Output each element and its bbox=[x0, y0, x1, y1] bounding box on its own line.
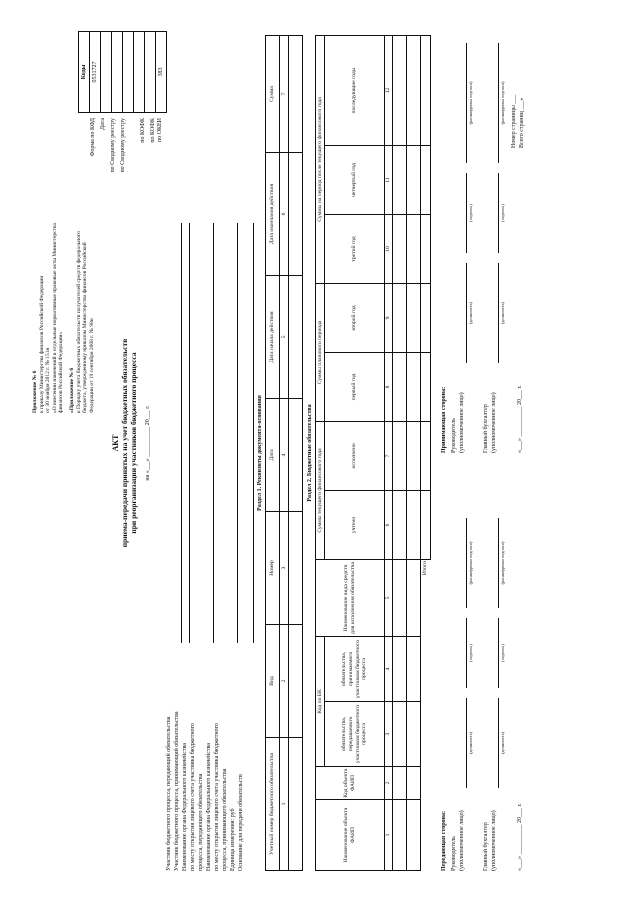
sign-line bbox=[498, 43, 499, 163]
s2-h-purpose: Наименование вида средств для исполнения обязательства bbox=[316, 559, 385, 636]
label-kfd: Форма по КФД bbox=[90, 117, 96, 156]
sign-line bbox=[498, 698, 499, 788]
taker-accountant: Главный бухгалтер bbox=[483, 403, 489, 453]
s2-num: 11 bbox=[385, 145, 393, 214]
s2-cell bbox=[407, 766, 421, 799]
s1-cell bbox=[288, 275, 302, 398]
giver-accountant: Главный бухгалтер bbox=[483, 821, 489, 871]
sign-line bbox=[498, 518, 499, 608]
s2-cell bbox=[407, 799, 421, 870]
s2-cell bbox=[407, 283, 421, 352]
sign-line bbox=[466, 173, 467, 253]
sign-line bbox=[498, 618, 499, 688]
s2-cell bbox=[407, 490, 421, 559]
s2-h-kbk: Код по БК bbox=[316, 636, 325, 766]
s2-total-cell bbox=[421, 35, 431, 145]
s1-num: 2 bbox=[280, 624, 288, 737]
s2-cell bbox=[407, 145, 421, 214]
s2-h-after-c: последующие годы bbox=[325, 35, 385, 145]
s2-cell bbox=[393, 490, 407, 559]
label-reg2: по Сводному реестру bbox=[120, 117, 126, 173]
code-kofk1 bbox=[133, 32, 144, 112]
s1-cell bbox=[288, 152, 302, 275]
giver-title: Передающая сторона: bbox=[441, 810, 447, 871]
s2-cell bbox=[393, 283, 407, 352]
s2-total-cell bbox=[421, 490, 431, 559]
s2-h-kbk-b: обязательства, принимаемого участником бюджетного процесса bbox=[325, 636, 385, 701]
codes-title: Коды bbox=[81, 64, 87, 79]
s2-h-code: Код объекта ФАИП bbox=[316, 766, 385, 799]
caption-sign: (подпись) bbox=[468, 643, 473, 662]
fill-line bbox=[189, 223, 190, 643]
s1-h-start: Дата начала действия bbox=[266, 275, 280, 398]
s2-h-after-b: четвертый год bbox=[325, 145, 385, 214]
s2-cell bbox=[393, 35, 407, 145]
s2-cell bbox=[393, 636, 407, 701]
section2-title: Раздел 2. Бюджетные обязательства bbox=[307, 403, 313, 502]
appendix-about-2: финансов Российской Федерации» bbox=[58, 331, 65, 413]
taker-title: Принимающая сторона: bbox=[441, 386, 447, 453]
s1-h-sum: Сумма bbox=[266, 35, 280, 152]
s2-h-plan-a: первый год bbox=[325, 352, 385, 421]
appendix-about: «О внесении изменений в отдельные нормативные правовые акты Министерства bbox=[51, 222, 58, 413]
s2-num: 8 bbox=[385, 352, 393, 421]
s1-num: 6 bbox=[280, 152, 288, 275]
taker-head-sub: (уполномоченное лицо) bbox=[459, 391, 465, 453]
s2-cell bbox=[407, 559, 421, 636]
s1-h-end: Дата окончания действия bbox=[266, 152, 280, 275]
s2-num: 9 bbox=[385, 283, 393, 352]
fill-line bbox=[237, 223, 238, 643]
s2-num: 5 bbox=[385, 559, 393, 636]
code-okei: 383 bbox=[155, 32, 166, 112]
field-fk-giver: Наименование органа Федерального казначейства bbox=[182, 742, 188, 871]
act-subtitle-2: при реорганизации участников бюджетного процесса bbox=[129, 351, 138, 534]
s2-total-label: Итого bbox=[421, 559, 431, 870]
sign-line bbox=[466, 698, 467, 788]
s2-num: 6 bbox=[385, 490, 393, 559]
caption-decode: (расшифровка подписи) bbox=[500, 81, 505, 124]
sign-line bbox=[498, 173, 499, 253]
appendix-ref: к приказу Министерства финансов Российской Федерации bbox=[38, 275, 45, 413]
s1-num: 7 bbox=[280, 35, 288, 152]
field-fk-taker: Наименование органа Федерального казначейства bbox=[206, 742, 212, 871]
s1-cell bbox=[288, 398, 302, 511]
giver-head-sub: (уполномоченное лицо) bbox=[459, 809, 465, 871]
sign-line bbox=[466, 43, 467, 163]
caption-sign: (подпись) bbox=[500, 203, 505, 222]
giver-head: Руководитель bbox=[451, 835, 457, 871]
s2-num: 10 bbox=[385, 214, 393, 283]
fill-line bbox=[213, 223, 214, 643]
s1-h-date: Дата bbox=[266, 398, 280, 511]
s2-cell bbox=[393, 214, 407, 283]
caption-sign: (подпись) bbox=[468, 203, 473, 222]
fields-block bbox=[165, 271, 245, 871]
s2-num: 12 bbox=[385, 35, 393, 145]
s1-num: 1 bbox=[280, 737, 288, 870]
s2-cell bbox=[407, 701, 421, 766]
caption-position: (должность) bbox=[500, 731, 505, 754]
s2-h-plan-b: второй год bbox=[325, 283, 385, 352]
field-unit: Единица измерения: руб bbox=[230, 807, 236, 871]
field-basis: Основание для передачи обязательств bbox=[238, 773, 244, 871]
s2-h-current: Суммы текущего финансового года bbox=[316, 421, 325, 559]
s2-h-after-a: третий год bbox=[325, 214, 385, 283]
appendix-title: Приложение № 6 bbox=[32, 370, 38, 413]
s2-h-cur-a: учтено bbox=[325, 490, 385, 559]
s2-num: 3 bbox=[385, 701, 393, 766]
appendix2-title: «Приложение № 6 bbox=[68, 367, 75, 413]
label-kofk2: по КОФК bbox=[150, 117, 156, 143]
section1-table bbox=[265, 35, 303, 871]
caption-sign: (подпись) bbox=[500, 643, 505, 662]
s2-cell bbox=[407, 35, 421, 145]
code-kofk2 bbox=[144, 32, 155, 112]
code-date bbox=[100, 32, 111, 112]
page-total: Всего страниц ___» bbox=[519, 97, 525, 148]
act-subtitle: приема-передачи принятых на учет бюджетных обязательств bbox=[120, 338, 129, 547]
field-giver: Участник бюджетного процесса, передающий обязательства bbox=[166, 716, 172, 871]
section1-title: Раздел 1. Реквизиты документа-основания bbox=[257, 394, 263, 511]
s2-num: 4 bbox=[385, 636, 393, 701]
s2-num: 7 bbox=[385, 421, 393, 490]
caption-decode: (расшифровка подписи) bbox=[500, 541, 505, 584]
field-fk-giver-3: процесса, передающего обязательства bbox=[198, 773, 204, 871]
code-reg2 bbox=[122, 32, 133, 112]
s1-cell bbox=[288, 35, 302, 152]
caption-position: (должность) bbox=[468, 301, 473, 324]
label-date: Дата bbox=[100, 117, 106, 130]
caption-position: (должность) bbox=[500, 301, 505, 324]
s1-cell bbox=[288, 624, 302, 737]
s2-num: 2 bbox=[385, 766, 393, 799]
taker-head: Руководитель bbox=[451, 417, 457, 453]
s2-cell bbox=[407, 636, 421, 701]
act-date-line: на «___» __________ 20___ г. bbox=[145, 404, 151, 481]
s2-total-cell bbox=[421, 352, 431, 421]
giver-acc-sub: (уполномоченное лицо) bbox=[491, 809, 497, 871]
act-document-sheet bbox=[20, 23, 620, 883]
s2-cell bbox=[393, 421, 407, 490]
s2-cell bbox=[407, 421, 421, 490]
fill-line bbox=[253, 223, 254, 643]
s2-cell bbox=[393, 352, 407, 421]
taker-date: «___» __________ 20___ г. bbox=[517, 384, 523, 453]
s2-h-cur-b: исполнено bbox=[325, 421, 385, 490]
s1-num: 5 bbox=[280, 275, 288, 398]
s1-h-no: Номер bbox=[266, 511, 280, 624]
s2-cell bbox=[393, 559, 407, 636]
s1-h-kind: Вид bbox=[266, 624, 280, 737]
sign-line bbox=[466, 518, 467, 608]
giver-date: «___» __________ 20___ г. bbox=[517, 802, 523, 871]
code-reg1 bbox=[111, 32, 122, 112]
s2-cell bbox=[393, 145, 407, 214]
codes-box bbox=[78, 31, 167, 113]
appendix-date: от 30 ноября 2012 г. № 151н bbox=[45, 347, 52, 413]
fill-line bbox=[181, 223, 182, 643]
s2-h-name: Наименование объекта ФАИП bbox=[316, 799, 385, 870]
field-taker: Участник бюджетного процесса, принимающий обязательства bbox=[174, 710, 180, 871]
s1-num: 4 bbox=[280, 398, 288, 511]
page-number: Номер страницы ___ bbox=[511, 94, 517, 148]
s2-cell bbox=[393, 701, 407, 766]
s2-total-cell bbox=[421, 283, 431, 352]
s1-cell bbox=[288, 511, 302, 624]
s2-cell bbox=[407, 214, 421, 283]
caption-decode: (расшифровка подписи) bbox=[468, 541, 473, 584]
caption-position: (должность) bbox=[468, 731, 473, 754]
s2-cell bbox=[393, 766, 407, 799]
caption-decode: (расшифровка подписи) bbox=[468, 81, 473, 124]
s2-total-cell bbox=[421, 214, 431, 283]
section2-table bbox=[315, 35, 431, 871]
s2-h-kbk-a: обязательства, передаваемого участником бюджетного процесса bbox=[325, 701, 385, 766]
s2-cell bbox=[393, 799, 407, 870]
sign-line bbox=[466, 618, 467, 688]
s2-total-cell bbox=[421, 421, 431, 490]
s1-num: 3 bbox=[280, 511, 288, 624]
field-fk-giver-2: по месту открытия лицевого счета участника бюджетного bbox=[190, 722, 196, 871]
s1-cell bbox=[288, 737, 302, 870]
label-kofk1: по КОФК bbox=[140, 117, 146, 143]
field-fk-taker-3: процесса, принимающего обязательства bbox=[222, 768, 228, 871]
field-fk-taker-2: по месту открытия лицевого счета участника бюджетного bbox=[214, 722, 220, 871]
appendix-header bbox=[32, 153, 95, 413]
act-title: АКТ bbox=[111, 434, 120, 451]
s2-cell bbox=[407, 352, 421, 421]
s2-h-plan: Суммы планового периода bbox=[316, 283, 325, 421]
appendix2-ref-2: бюджета, утвержденному приказом Министерства финансов Российской bbox=[82, 241, 89, 413]
sign-line bbox=[466, 263, 467, 363]
s2-num: 1 bbox=[385, 799, 393, 870]
label-reg1: по Сводному реестру bbox=[110, 117, 116, 173]
appendix2-ref: к Порядку учета бюджетных обязательств получателей средств федерального bbox=[75, 230, 82, 413]
appendix2-ref-3: Федерации от 19 сентября 2008 г. № 98н bbox=[88, 317, 95, 413]
sign-line bbox=[498, 263, 499, 363]
taker-acc-sub: (уполномоченное лицо) bbox=[491, 391, 497, 453]
s1-h-number: Учетный номер бюджетного обязательства bbox=[266, 737, 280, 870]
s2-h-after: Суммы на период после текущего финансового года bbox=[316, 35, 325, 283]
label-okei: по ОКЕИ bbox=[157, 117, 163, 142]
code-kfd: 0531727 bbox=[89, 32, 100, 112]
s2-total-cell bbox=[421, 145, 431, 214]
